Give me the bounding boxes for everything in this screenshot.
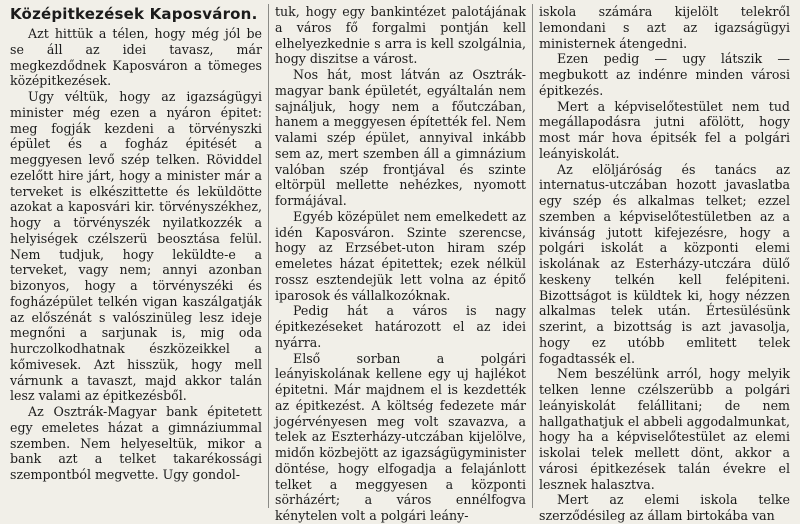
paragraph: Az elöljáróság és tanács az internatus-utczában hozott javaslatba egy szép és alkalmas telket; ezzel szemben a képviselőtestületben az a kivánság jutott kifejezésre, hogy a polgári iskolát a központi elemi iskolának az Esterházy-utczára dülő keskeny telkén kell felépiteni. Bizottságot is küldtek ki, hogy nézzen alkalmas telek után. Értesülésünk szerint, a bizottság is azt javasolja, hogy ez utóbb emlitett telek fogadtassék el. xyxy=(539,161,790,366)
paragraph: tuk, hogy egy bankintézet palotájának a város fő forgalmi pontján kell elhelyezkednie s arra is kell szolgálnia, hogy diszitse a várost. xyxy=(275,4,526,67)
paragraph: iskola számára kijelölt telekről lemondani s azt az igazságügyi ministernek átengedni. xyxy=(539,4,790,51)
column-3 xyxy=(532,4,796,523)
paragraph: Ugy véltük, hogy az igazságügyi minister még ezen a nyáron épitet: meg fogják kezdeni a törvényszki épület és a fogház épitését a meggyesen levő szép telken. Röviddel ezelőtt hire járt, hogy a minister már a terveket is elkészittette és leküldötte azokat a kaposvári kir. törvényszékhez, hogy a törvényszék nyilatkozzék a helyiségek czélszerü beosztása felül. Nem tudjuk, hogy leküldte-e a terveket, vagy nem; annyi azonban bizonyos, hogy a törvényszéki és fogházépület telkén vigan kaszálgatják az előszénát s valószinüleg lesz ideje megnőni a sarjunak is, mig oda hurczolkodhatnak észközeikkel a kőmivesek. Azt hisszük, hogy mell várnunk a tavaszt, majd akkor talán lesz valami az épitkezésből. xyxy=(10,89,262,404)
paragraph: Az Osztrák-Magyar bank épitetett egy emeletes házat a gimnáziummal szemben. Nem helyeseltük, mikor a bank azt a telket takarékossági szempontból megvette. Ugy gondol- xyxy=(10,404,262,482)
column-2 xyxy=(268,4,532,523)
paragraph: Nos hát, most látván az Osztrák-magyar bank épületét, egyáltalán nem sajnáljuk, hogy nem a főutczában, hanem a meggyesen építették fel. Nem valami szép épület, annyival inkább sem az, mert szemben áll a gimnázium valóban szép frontjával és szinte eltörpül mellette nehézkes, nyomott formájával. xyxy=(275,67,526,208)
paragraph: Nem beszélünk arról, hogy melyik telken lenne czélszerübb a polgári leányiskolát felállitani; de nem hallgathatjuk el abbeli aggodalmunkat, hogy ha a képviselőtestület az elemi iskolai telek mellett dönt, akkor a városi épitkezések talán évekre el lesznek halasztva. xyxy=(539,366,790,492)
paragraph: Egyéb középület nem emelkedett az idén Kaposváron. Szinte szerencse, hogy az Erzsébet-uton hiram szép emeletes házat épitettek; ezek nélkül rossz esztendejük lett volna az épitő iparosok és vállalkozóknak. xyxy=(275,208,526,303)
paragraph: Azt hittük a télen, hogy még jól be se áll az idei tavasz, már megkezdődnek Kaposváron a tömeges középitkezések. xyxy=(10,26,262,89)
column-1 xyxy=(4,4,268,508)
paragraph: Mert az elemi iskola telke szerződésileg az állam birtokába van xyxy=(539,492,790,523)
paragraph: Első sorban a polgári leányiskolának kellene egy uj hajlékot épitetni. Már majdnem el is kezdették az épitkezést. A költség fedezete már jogérvényesen meg volt szavazva, a telek az Eszterházy-utczában kijelölve, midőn közbejött az igazságügyminister döntése, hogy elfogadja a felajánlott telket a meggyesen a központi sörházért; a város ennélfogva kénytelen volt a polgári leány- xyxy=(275,350,526,523)
paragraph: Pedig hát a város is nagy épitkezéseket határozott el az idei nyárra. xyxy=(275,303,526,350)
paragraph: Ezen pedig — ugy látszik — megbukott az indénre minden városi épitkezés. xyxy=(539,51,790,98)
paragraph: Mert a képviselőtestület nem tud megállapodásra jutni afölött, hogy most már hova épitsék fel a polgári leányiskolát. xyxy=(539,98,790,161)
article-title: Középitkezések Kaposváron. xyxy=(10,5,258,23)
